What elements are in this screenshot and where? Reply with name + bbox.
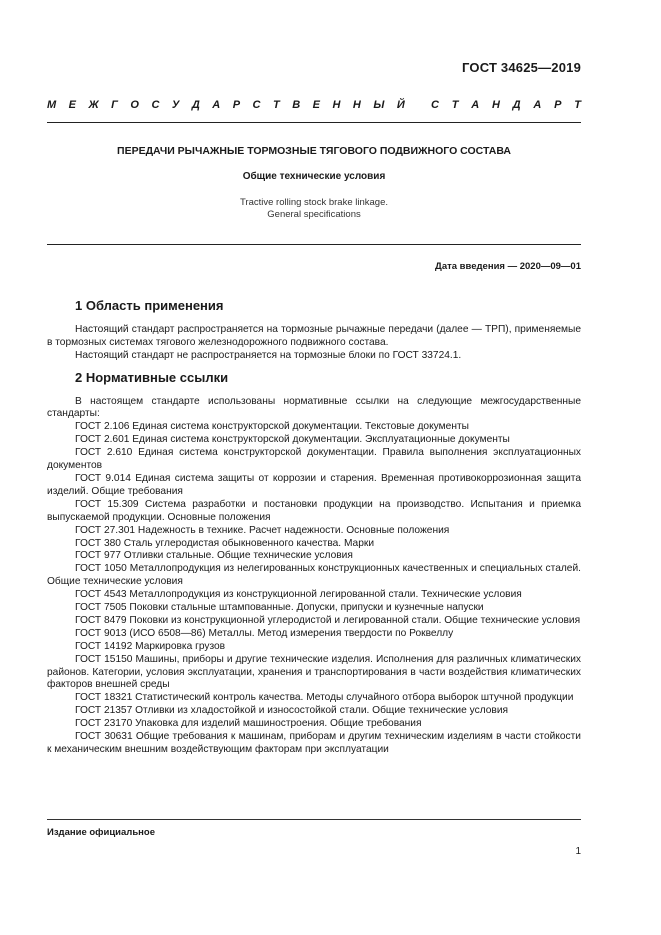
reference-item: ГОСТ 2.106 Единая система конструкторской документации. Текстовые документы: [75, 421, 469, 433]
normative-references-list: [47, 421, 581, 757]
reference-item: ГОСТ 30631 Общие требования к машинам, приборам и другим техническим изделиям в части стойкости к механическим внешним воздействующим факторам при эксплуатации: [47, 731, 581, 755]
reference-item: ГОСТ 380 Сталь углеродистая обыкновенного качества. Марки: [75, 537, 375, 549]
banner-letter: Т: [272, 99, 280, 111]
reference-item: ГОСТ 27.301 Надежность в технике. Расчет надежности. Основные положения: [75, 524, 450, 536]
document-body: [47, 300, 581, 757]
section-heading: 2 Нормативные ссылки: [75, 369, 229, 385]
reference-item: ГОСТ 14192 Маркировка грузов: [75, 640, 226, 652]
reference-item: ГОСТ 977 Отливки стальные. Общие технические условия: [75, 550, 353, 562]
interstate-standard-label: [47, 99, 581, 111]
banner-letter: Р: [554, 99, 562, 111]
english-title-line: Tractive rolling stock brake linkage.: [239, 197, 388, 208]
reference-item: ГОСТ 15.309 Система разработки и постановки продукции на производство. Испытания и приемка выпускаемой продукции. Основные положения: [47, 498, 581, 523]
reference-item: ГОСТ 4543 Металлопродукция из конструкционной легированной стали. Технические условия: [75, 589, 522, 601]
footer-divider: [47, 819, 581, 820]
middle-divider: [47, 244, 581, 245]
document-subtitle: Общие технические условия: [242, 171, 386, 182]
reference-item: ГОСТ 2.610 Единая система конструкторской документации. Правила выполнения эксплуатационных документов: [47, 447, 581, 472]
document-title: ПЕРЕДАЧИ РЫЧАЖНЫЕ ТОРМОЗНЫЕ ТЯГОВОГО ПОДВИЖНОГО СОСТАВА: [117, 145, 511, 157]
banner-letter: А: [471, 99, 480, 111]
banner-letter: Ж: [88, 99, 99, 111]
banner-letter: Т: [574, 99, 581, 111]
gost-code: ГОСТ 34625—2019: [462, 60, 581, 75]
banner-letter: А: [533, 99, 542, 111]
banner-letter: В: [292, 99, 301, 111]
reference-item: ГОСТ 9013 (ИСО 6508—86) Металлы. Метод измерения твердости по Роквеллу: [75, 627, 454, 639]
banner-letter: С: [252, 99, 261, 111]
banner-letter: Н: [332, 99, 341, 111]
reference-item: ГОСТ 15150 Машины, приборы и другие технические изделия. Исполнения для различных климатических районов. Категории, условия эксплуатации, хранения и транспортирования в части воздействия климатических факторов внешней среды: [47, 653, 581, 691]
banner-letter: Н: [352, 99, 361, 111]
banner-letter: С: [151, 99, 160, 111]
interstate-word: [47, 99, 405, 111]
english-title: [47, 197, 581, 221]
banner-letter: А: [212, 99, 221, 111]
english-title-line: General specifications: [267, 209, 361, 220]
banner-letter: Й: [396, 99, 405, 111]
reference-item: ГОСТ 9.014 Единая система защиты от коррозии и старения. Временная противокоррозионная защита изделий. Общие требования: [47, 472, 581, 497]
banner-letter: Е: [68, 99, 76, 111]
reference-item: ГОСТ 23170 Упаковка для изделий машиностроения. Общие требования: [75, 718, 422, 730]
paragraph: В настоящем стандарте использованы нормативные ссылки на следующие межгосударственные стандарты:: [47, 395, 581, 420]
reference-item: ГОСТ 18321 Статистический контроль качества. Методы случайного отбора выборок штучной продукции: [75, 692, 574, 704]
reference-item: ГОСТ 1050 Металлопродукция из нелегированных конструкционных качественных и специальных сталей. Общие технические условия: [47, 563, 581, 588]
edition-label: Издание официальное: [47, 827, 155, 838]
paragraph: Настоящий стандарт не распространяется на тормозные блоки по ГОСТ 33724.1.: [75, 349, 462, 361]
introduction-date: Дата введения — 2020—09—01: [435, 261, 581, 272]
banner-letter: Р: [232, 99, 241, 111]
standard-word: [431, 99, 581, 111]
reference-item: ГОСТ 2.601 Единая система конструкторской документации. Эксплуатационные документы: [75, 434, 510, 446]
banner-letter: М: [47, 99, 57, 111]
banner-letter: У: [171, 99, 180, 111]
page-number: 1: [575, 846, 581, 857]
banner-letter: Н: [491, 99, 500, 111]
banner-letter: Г: [111, 99, 118, 111]
banner-letter: С: [431, 99, 439, 111]
reference-item: ГОСТ 21357 Отливки из хладостойкой и износостойкой стали. Общие технические условия: [75, 705, 509, 717]
banner-letter: Е: [312, 99, 320, 111]
banner-letter: Т: [451, 99, 459, 111]
reference-item: ГОСТ 8479 Поковки из конструкционной углеродистой и легированной стали. Общие технические условия: [75, 614, 581, 626]
banner-letter: Д: [512, 99, 521, 111]
paragraph: Настоящий стандарт распространяется на тормозные рычажные передачи (далее — ТРП), применяемые в тормозных системах тягового железнодорожного подвижного состава.: [47, 323, 581, 348]
reference-item: ГОСТ 7505 Поковки стальные штампованные. Допуски, припуски и кузнечные напуски: [75, 602, 484, 614]
banner-letter: Д: [191, 99, 200, 111]
banner-letter: Ы: [373, 99, 385, 111]
top-divider: [47, 122, 581, 123]
section-heading: 1 Область применения: [75, 298, 224, 313]
banner-letter: О: [130, 99, 139, 111]
